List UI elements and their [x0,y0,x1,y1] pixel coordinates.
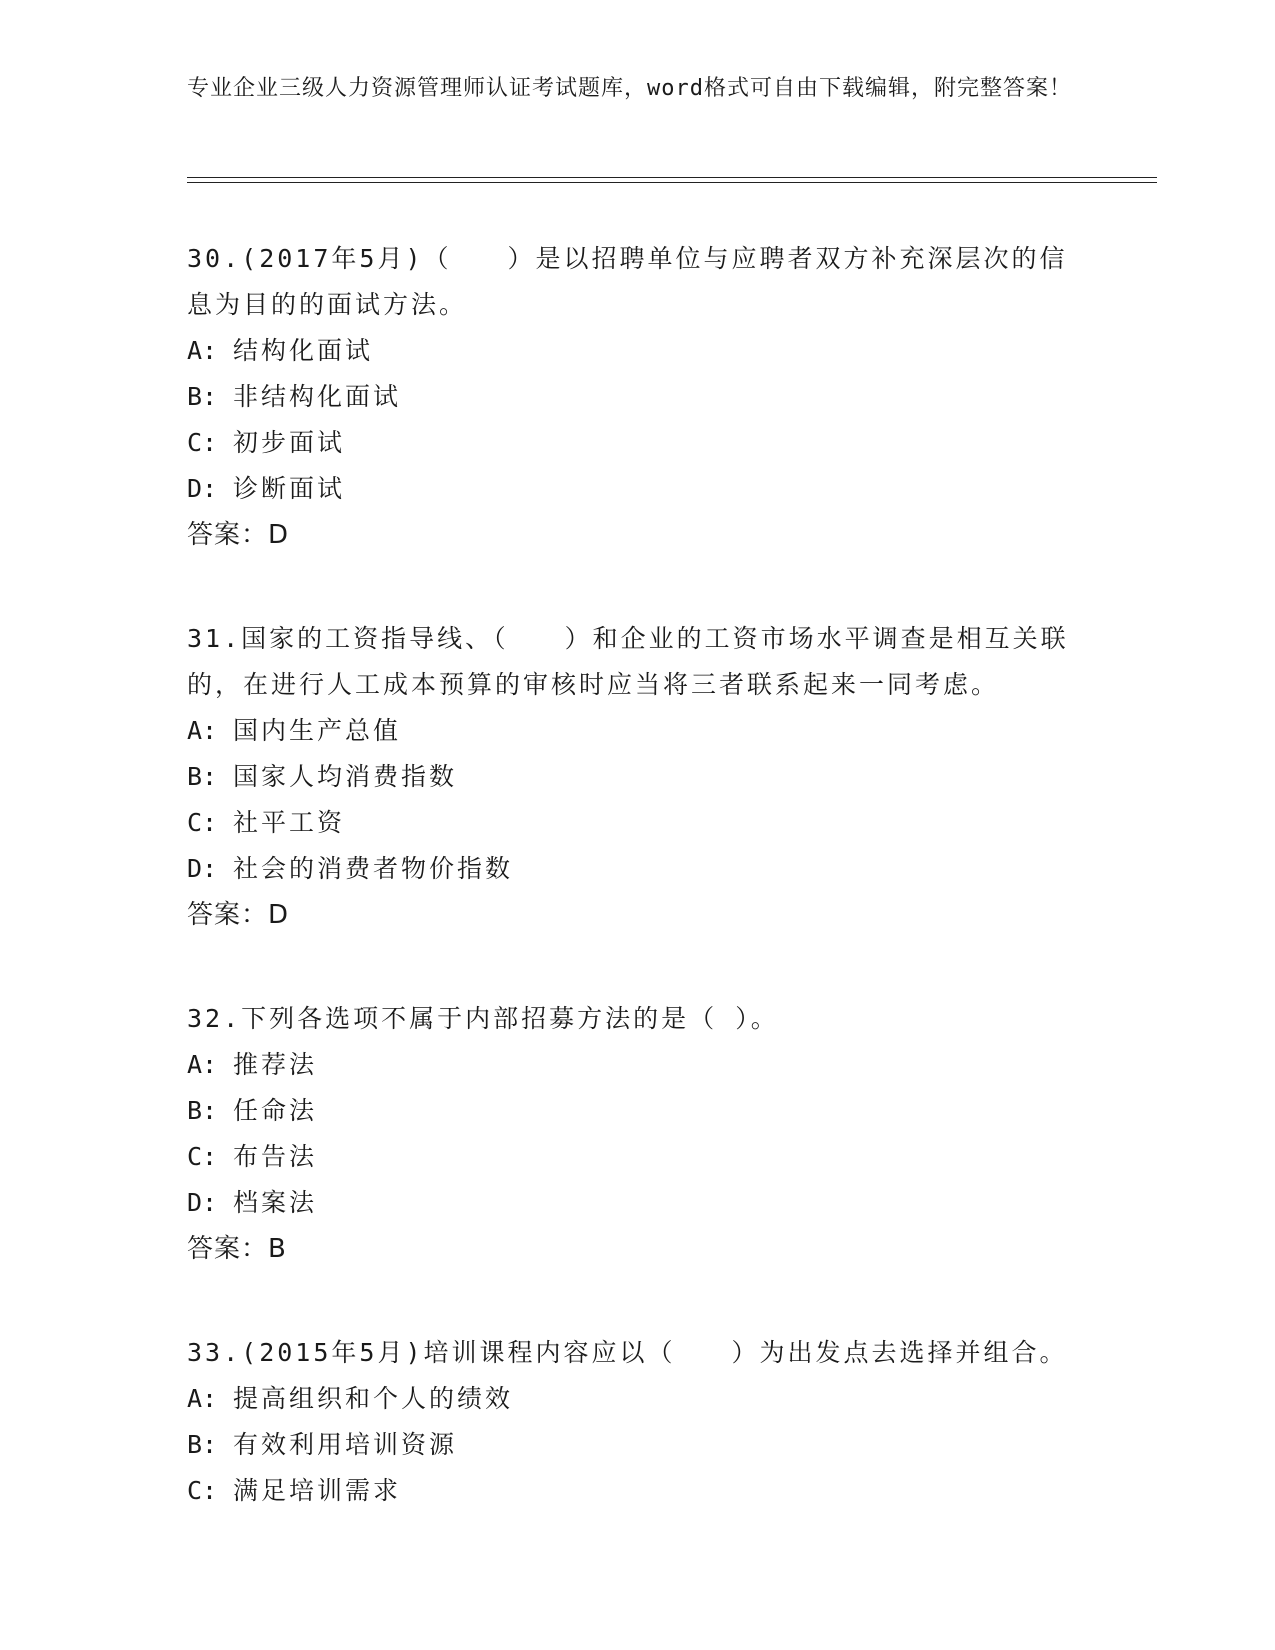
option-key: B: [187,382,218,411]
option-text: 初步面试 [233,428,346,457]
answer-line: 答案：D [187,520,290,550]
option-b [187,1088,1087,1134]
option-a [187,1376,1087,1422]
option-key: D: [187,1188,218,1217]
header-divider-line-double [187,182,1157,183]
question-30 [187,236,1087,558]
option-text: 布告法 [233,1142,318,1171]
option-key: D: [187,474,218,503]
option-c [187,420,1087,466]
option-text: 诊断面试 [233,474,346,503]
option-b [187,374,1087,420]
header-intro-text: 专业企业三级人力资源管理师认证考试题库，word格式可自由下载编辑，附完整答案！ [187,76,1072,101]
option-d [187,846,1087,892]
question-33 [187,1330,1087,1514]
option-d [187,466,1087,512]
option-text: 社平工资 [233,808,346,837]
option-d [187,1180,1087,1226]
option-text: 有效利用培训资源 [233,1430,458,1459]
option-text: 提高组织和个人的绩效 [233,1384,514,1413]
answer-line: 答案：B [187,1234,287,1264]
option-text: 国内生产总值 [233,716,402,745]
option-text: 满足培训需求 [233,1476,402,1505]
question-31 [187,616,1087,938]
option-key: B: [187,762,218,791]
question-list [187,236,1087,1572]
option-key: C: [187,808,218,837]
question-stem: 33.(2015年5月)培训课程内容应以（ ）为出发点去选择并组合。 [187,1338,1068,1367]
option-key: A: [187,1384,218,1413]
option-text: 国家人均消费指数 [233,762,458,791]
option-text: 非结构化面试 [233,382,402,411]
option-c [187,1468,1087,1514]
answer-line: 答案：D [187,900,290,930]
option-b [187,1422,1087,1468]
option-a [187,1042,1087,1088]
option-key: A: [187,716,218,745]
question-stem: 31.国家的工资指导线、（ ）和企业的工资市场水平调查是相互关联的，在进行人工成本预算的审核时应当将三者联系起来一同考虑。 [187,624,1069,699]
option-a [187,328,1087,374]
option-text: 推荐法 [233,1050,318,1079]
option-key: C: [187,1476,218,1505]
option-key: A: [187,336,218,365]
header-divider-line [187,177,1157,178]
question-32 [187,996,1087,1272]
option-a [187,708,1087,754]
option-key: C: [187,1142,218,1171]
option-key: D: [187,854,218,883]
option-key: B: [187,1096,218,1125]
option-text: 任命法 [233,1096,318,1125]
option-key: C: [187,428,218,457]
option-b [187,754,1087,800]
question-stem: 30.(2017年5月)（ ）是以招聘单位与应聘者双方补充深层次的信息为目的的面试方法。 [187,244,1068,319]
question-stem: 32.下列各选项不属于内部招募方法的是（ ）。 [187,1004,779,1033]
option-c [187,1134,1087,1180]
option-key: A: [187,1050,218,1079]
option-text: 结构化面试 [233,336,374,365]
document-header [187,73,1087,104]
option-text: 社会的消费者物价指数 [233,854,514,883]
option-key: B: [187,1430,218,1459]
option-text: 档案法 [233,1188,318,1217]
option-c [187,800,1087,846]
